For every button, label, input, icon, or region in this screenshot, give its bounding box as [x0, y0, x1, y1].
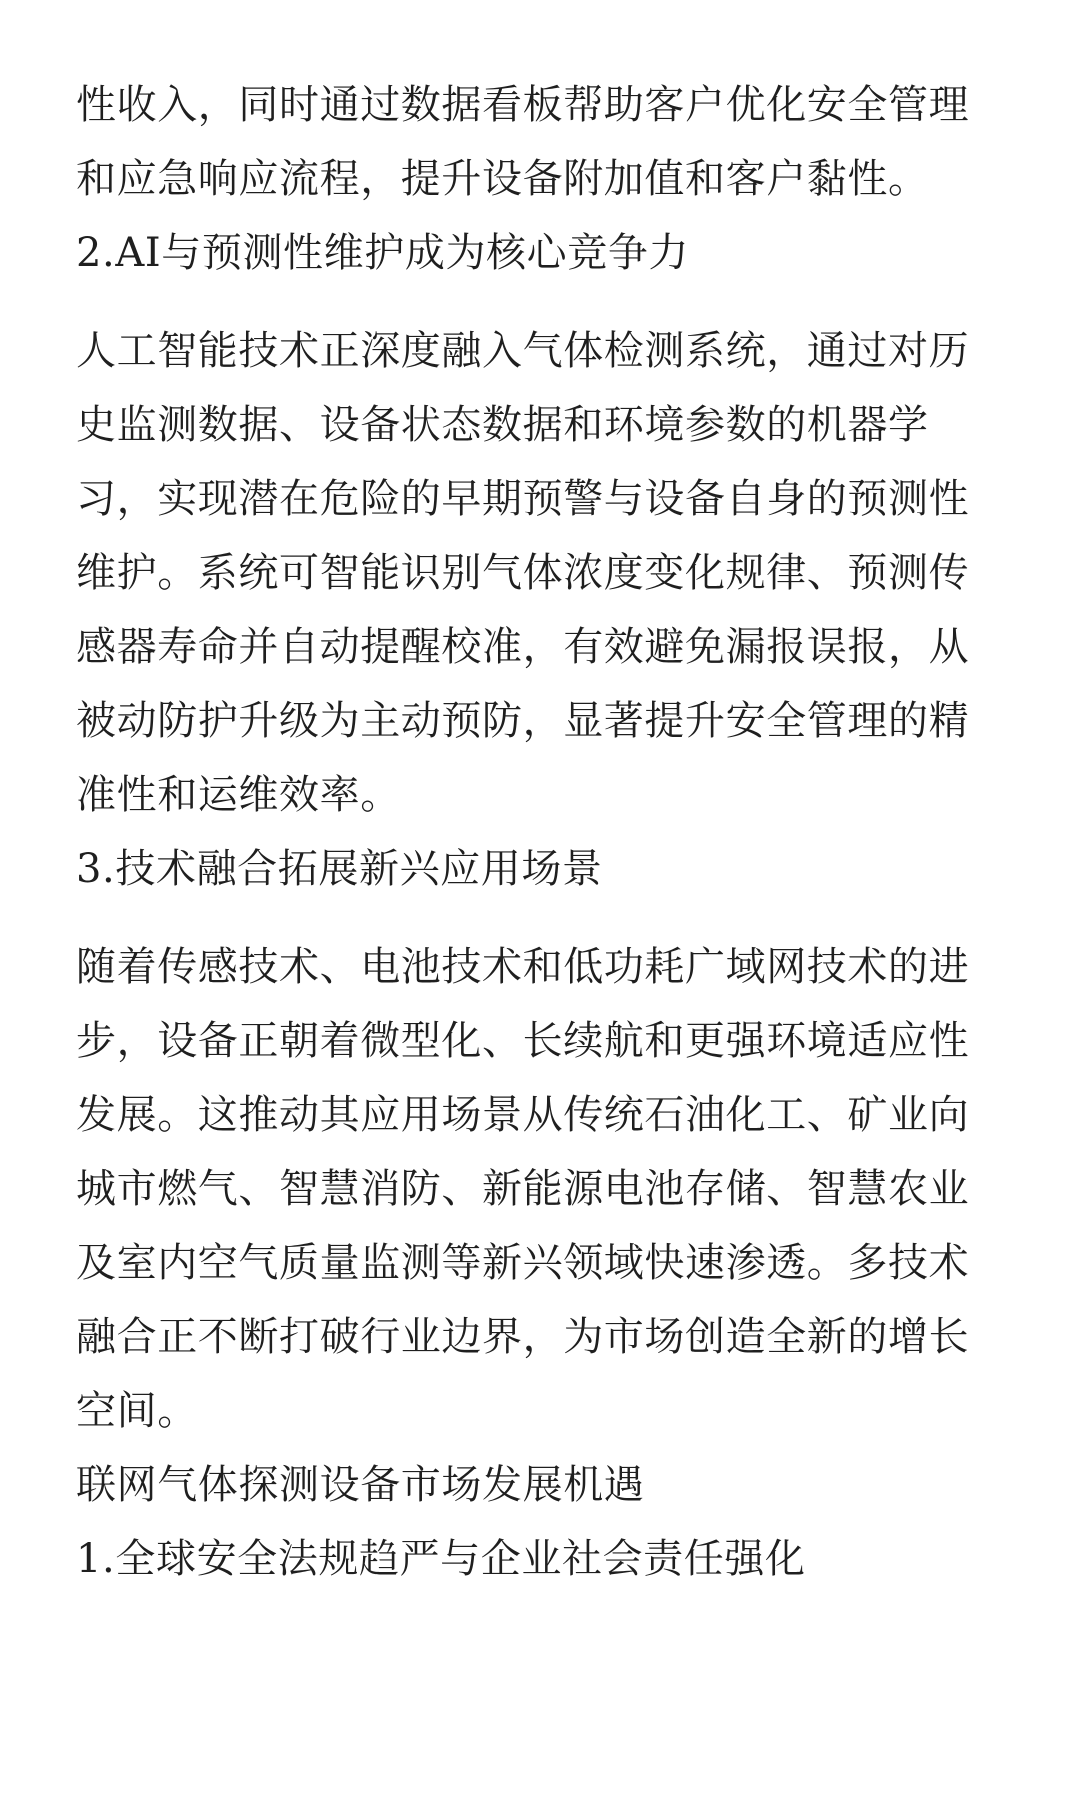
section-heading-tech-fusion: 3.技术融合拓展新兴应用场景 — [76, 846, 603, 892]
paragraph-intro-continuation: 性收入，同时通过数据看板帮助客户优化安全管理和应急响应流程，提升设备附加值和客户黏性。 — [76, 82, 970, 202]
section-heading-opportunities: 联网气体探测设备市场发展机遇 — [76, 1462, 645, 1508]
section-heading-regulations: 1.全球安全法规趋严与企业社会责任强化 — [76, 1536, 806, 1582]
paragraph-tech-fusion: 随着传感技术、电池技术和低功耗广域网技术的进步，设备正朝着微型化、长续航和更强环境适应性发展。这推动其应用场景从传统石油化工、矿业向城市燃气、智慧消防、新能源电池存储、智慧农业及室内空气质量监测等新兴领域快速渗透。多技术融合正不断打破行业边界，为市场创造全新的增长空间。 — [76, 944, 970, 1434]
article-body — [76, 68, 1008, 1596]
paragraph-ai: 人工智能技术正深度融入气体检测系统，通过对历史监测数据、设备状态数据和环境参数的机器学习，实现潜在危险的早期预警与设备自身的预测性维护。系统可智能识别气体浓度变化规律、预测传感器寿命并自动提醒校准，有效避免漏报误报，从被动防护升级为主动预防，显著提升安全管理的精准性和运维效率。 — [76, 328, 970, 818]
section-heading-ai-predictive-maintenance: 2.AI与预测性维护成为核心竞争力 — [76, 230, 690, 276]
